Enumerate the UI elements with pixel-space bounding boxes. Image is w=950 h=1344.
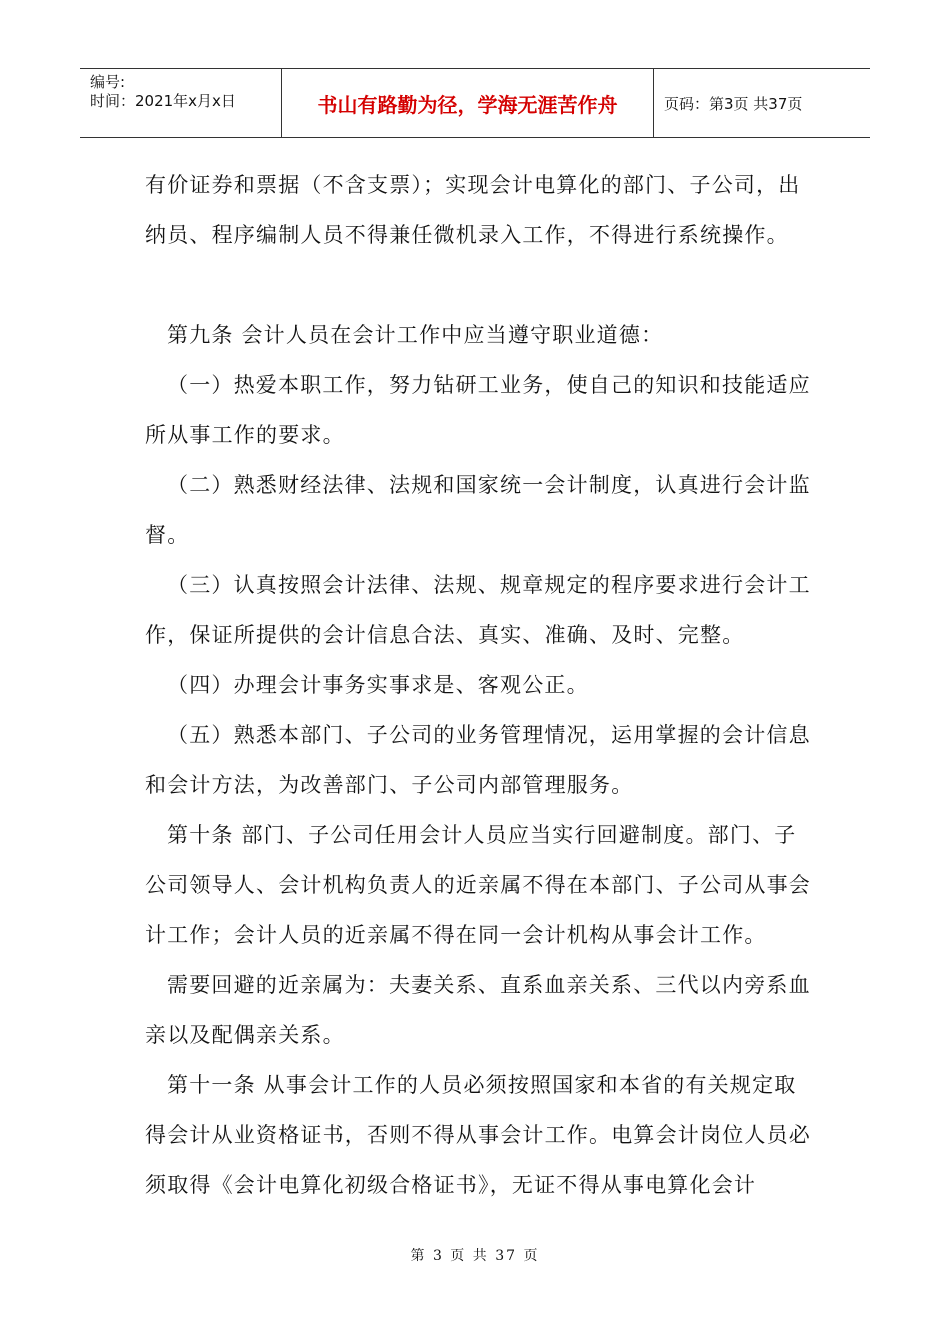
article-9-item-3: （三）认真按照会计法律、法规、规章规定的程序要求进行会计工作，保证所提供的会计信息合法、真实、准确、及时、完整。 — [145, 573, 811, 647]
header-meta — [80, 69, 282, 137]
article-9-item-4: （四）办理会计事务实事求是、客观公正。 — [167, 673, 589, 697]
paragraph-spacer — [145, 260, 817, 310]
article-10-relatives: 需要回避的近亲属为：夫妻关系、直系血亲关系、三代以内旁系血亲以及配偶亲关系。 — [145, 973, 811, 1047]
article-9-item-2: （二）熟悉财经法律、法规和国家统一会计制度，认真进行会计监督。 — [145, 473, 811, 547]
page-header — [80, 68, 870, 138]
article-10: 第十条 部门、子公司任用会计人员应当实行回避制度。部门、子公司领导人、会计机构负责人的近亲属不得在本部门、子公司从事会计工作；会计人员的近亲属不得在同一会计机构从事会计工作。 — [145, 823, 811, 947]
document-date: 时间：2021年x月x日 — [90, 92, 236, 110]
document-number-label: 编号: — [90, 73, 126, 91]
paragraph-securities: 有价证券和票据（不含支票）；实现会计电算化的部门、子公司，出纳员、程序编制人员不得兼任微机录入工作，不得进行系统操作。 — [145, 173, 801, 247]
header-page-info: 页码：第3页 共37页 — [664, 94, 803, 113]
article-11: 第十一条 从事会计工作的人员必须按照国家和本省的有关规定取得会计从业资格证书，否则不得从事会计工作。电算会计岗位人员必须取得《会计电算化初级合格证书》，无证不得从事电算化会计 — [145, 1073, 811, 1197]
article-9-heading: 第九条 会计人员在会计工作中应当遵守职业道德： — [167, 323, 664, 347]
article-9-item-5: （五）熟悉本部门、子公司的业务管理情况，运用掌握的会计信息和会计方法，为改善部门、子公司内部管理服务。 — [145, 723, 811, 797]
document-body — [145, 160, 817, 1210]
page-footer: 第 3 页 共 37 页 — [410, 1248, 540, 1264]
header-motto: 书山有路勤为径，学海无涯苦作舟 — [282, 69, 654, 137]
article-9-item-1: （一）热爱本职工作，努力钻研工业务，使自己的知识和技能适应所从事工作的要求。 — [145, 373, 811, 447]
